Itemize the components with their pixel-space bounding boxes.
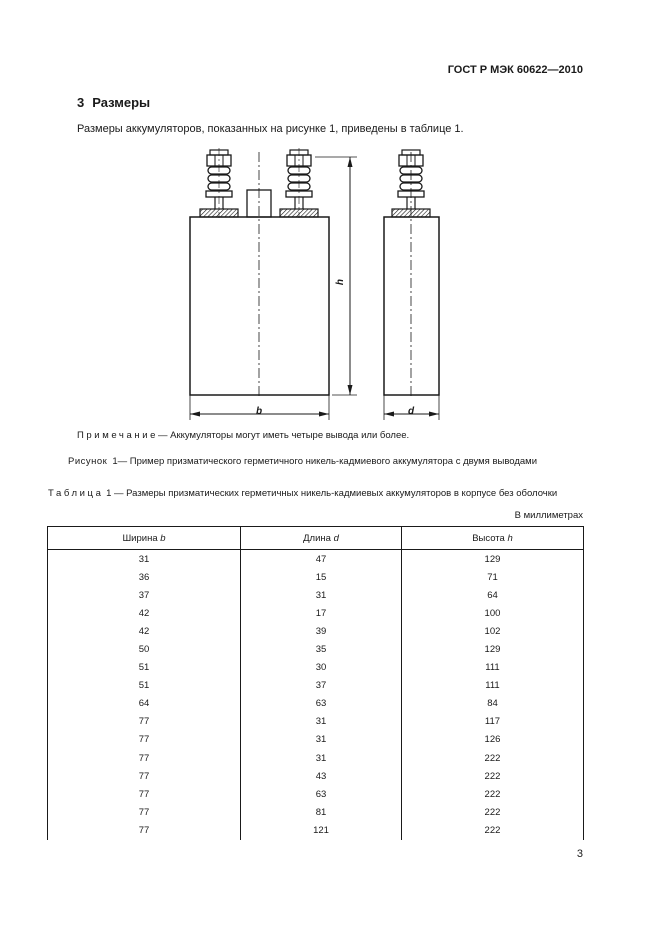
table-cell: 31: [241, 731, 402, 749]
figure-note: [77, 430, 409, 441]
table-cell: 222: [401, 785, 583, 803]
dimensions-table: [47, 526, 584, 840]
table-units: В миллиметрах: [514, 510, 583, 521]
side-view-body: [384, 217, 439, 395]
header-length: Длина d: [241, 527, 402, 550]
height-label: h: [335, 278, 346, 286]
table-cell: 121: [241, 821, 402, 839]
table-cell: 17: [241, 604, 402, 622]
table-cell: 43: [241, 767, 402, 785]
table-cell: 222: [401, 767, 583, 785]
table-cell: 42: [48, 622, 241, 640]
table-cell: 42: [48, 604, 241, 622]
width-label: b: [255, 406, 263, 417]
figure-caption-text: 1— Пример призматического герметичного никель-кадмиевого аккумулятора с двумя выводами: [112, 456, 538, 467]
table-cell: 222: [401, 803, 583, 821]
table-cell: 111: [401, 677, 583, 695]
table-cell: 63: [241, 695, 402, 713]
table-cell: 47: [241, 550, 402, 569]
table-cell: 64: [48, 695, 241, 713]
table-cell: 31: [241, 586, 402, 604]
table-cell: 77: [48, 821, 241, 839]
table-caption-text: 1 — Размеры призматических герметичных никель-кадмиевых аккумуляторов в корпусе без оболочки: [106, 488, 558, 499]
document-header: ГОСТ Р МЭК 60622—2010: [447, 64, 583, 76]
table-cell: 77: [48, 785, 241, 803]
battery-drawing: [170, 148, 460, 426]
table-caption-label: Таблица: [48, 488, 104, 499]
page-number: 3: [576, 848, 583, 860]
table-cell: 81: [241, 803, 402, 821]
table-cell: 77: [48, 803, 241, 821]
table-row: [48, 550, 584, 569]
table-row: [48, 713, 584, 731]
table-cell: 111: [401, 659, 583, 677]
table-cell: 100: [401, 604, 583, 622]
note-text: — Аккумуляторы могут иметь четыре вывода или более.: [158, 430, 410, 441]
table-cell: 84: [401, 695, 583, 713]
section-title: Размеры: [92, 95, 151, 110]
table-cell: 30: [241, 659, 402, 677]
note-label: Примечание: [77, 430, 158, 441]
section-heading: [77, 95, 150, 110]
table-cell: 15: [241, 568, 402, 586]
table-cell: 51: [48, 659, 241, 677]
table-cell: 77: [48, 767, 241, 785]
table-caption: [48, 488, 557, 499]
table-cell: 129: [401, 640, 583, 658]
table-row: [48, 731, 584, 749]
depth-label: d: [407, 406, 415, 417]
table-row: [48, 640, 584, 658]
table-row: [48, 749, 584, 767]
table-cell: 222: [401, 749, 583, 767]
table-cell: 71: [401, 568, 583, 586]
table-cell: 51: [48, 677, 241, 695]
table-cell: 35: [241, 640, 402, 658]
table-row: [48, 803, 584, 821]
table-cell: 102: [401, 622, 583, 640]
header-height: Высота h: [401, 527, 583, 550]
front-view-body: [190, 217, 329, 395]
table-cell: 31: [48, 550, 241, 569]
table-cell: 126: [401, 731, 583, 749]
table-cell: 117: [401, 713, 583, 731]
intro-paragraph: Размеры аккумуляторов, показанных на рисунке 1, приведены в таблице 1.: [77, 123, 464, 135]
figure-caption-label: Рисунок: [68, 456, 108, 467]
table-row: [48, 767, 584, 785]
table-cell: 63: [241, 785, 402, 803]
figure-caption: [68, 456, 537, 467]
table-cell: 39: [241, 622, 402, 640]
table-header-row: [48, 527, 584, 550]
section-number: 3: [77, 95, 85, 110]
table-cell: 37: [48, 586, 241, 604]
table-row: [48, 659, 584, 677]
table-cell: 31: [241, 713, 402, 731]
table-row: [48, 677, 584, 695]
table-cell: 36: [48, 568, 241, 586]
table-row: [48, 568, 584, 586]
table-cell: 31: [241, 749, 402, 767]
table-body: [48, 550, 584, 840]
header-width: Ширина b: [48, 527, 241, 550]
table-cell: 77: [48, 731, 241, 749]
table-cell: 77: [48, 749, 241, 767]
table-cell: 77: [48, 713, 241, 731]
table-row: [48, 821, 584, 839]
table-cell: 64: [401, 586, 583, 604]
table-cell: 222: [401, 821, 583, 839]
table-row: [48, 785, 584, 803]
table-row: [48, 604, 584, 622]
table-cell: 37: [241, 677, 402, 695]
table-cell: 50: [48, 640, 241, 658]
table-row: [48, 622, 584, 640]
table-row: [48, 586, 584, 604]
table-row: [48, 695, 584, 713]
table-cell: 129: [401, 550, 583, 569]
